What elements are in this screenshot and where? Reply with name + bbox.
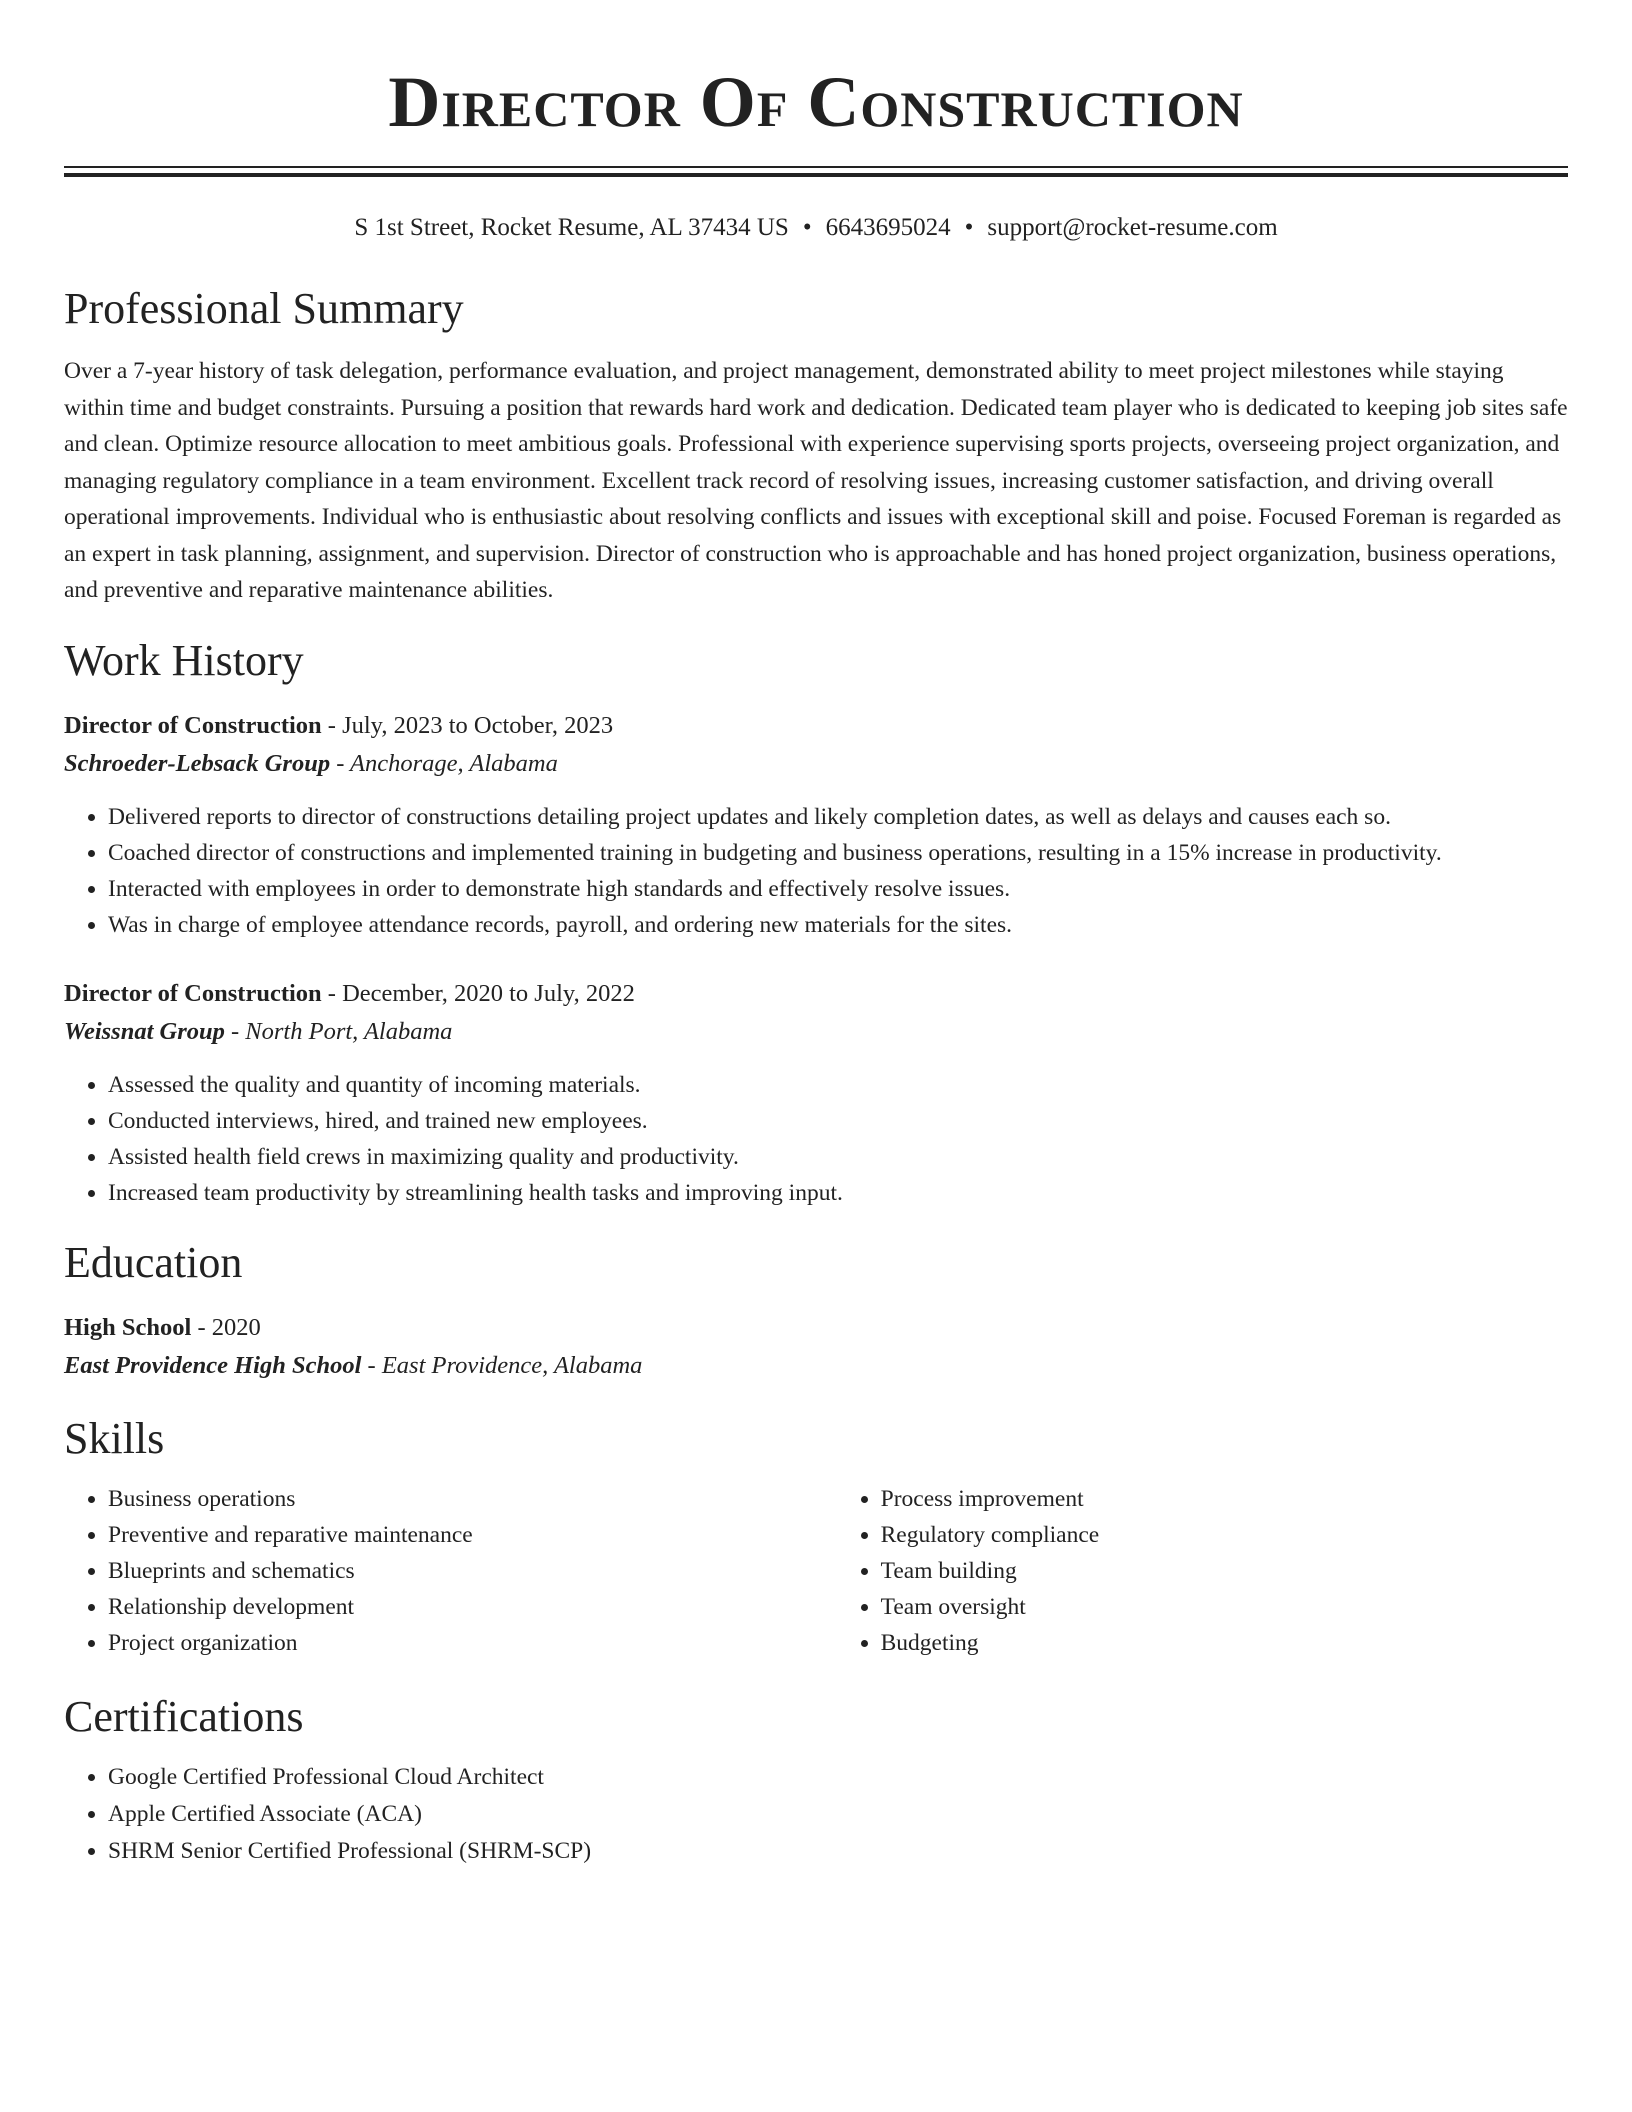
work-history-heading: Work History [64, 635, 304, 685]
job-position: Director of Construction [64, 711, 322, 739]
job-location: - North Port, Alabama [224, 1017, 453, 1045]
skill-item: • Blueprints and schematics [108, 1553, 837, 1589]
education-heading: Education [64, 1237, 243, 1287]
job-bullets [64, 799, 1568, 943]
education-degree-line [64, 1309, 1568, 1347]
skill-item: • Business operations [108, 1481, 837, 1517]
skill-item: • Process improvement [881, 1481, 1568, 1517]
job-bullet: • Was in charge of employee attendance records, payroll, and ordering new materials for the sites. [108, 907, 1568, 943]
job-bullet: • Coached director of constructions and implemented training in budgeting and business operations, resulting in a 15% increase in productivity. [108, 835, 1568, 871]
job-bullets [64, 1067, 1568, 1211]
job-entry [64, 707, 1568, 943]
certifications-heading: Certifications [64, 1691, 304, 1741]
education-entry [64, 1309, 1568, 1385]
job-bullet: • Interacted with employees in order to demonstrate high standards and effectively resolve issues. [108, 871, 1568, 907]
skills-column-left [64, 1481, 837, 1661]
contact-separator: • [802, 214, 812, 241]
skill-item: • Budgeting [881, 1625, 1568, 1661]
summary-heading: Professional Summary [64, 284, 464, 333]
contact-separator: • [964, 214, 974, 241]
job-entry [64, 975, 1568, 1211]
job-dates: - July, 2023 to October, 2023 [321, 711, 614, 739]
skill-item: • Team oversight [881, 1589, 1568, 1625]
education-degree: High School [64, 1313, 192, 1341]
skill-item: • Relationship development [108, 1589, 837, 1625]
job-title-line [64, 975, 1568, 1013]
education-school-line [64, 1347, 1568, 1385]
job-bullet: • Conducted interviews, hired, and trained new employees. [108, 1103, 1568, 1139]
skills-heading: Skills [64, 1413, 165, 1463]
job-dates: - December, 2020 to July, 2022 [321, 979, 635, 1007]
certification-item: • SHRM Senior Certified Professional (SHRM-SCP) [108, 1833, 1568, 1870]
job-title-line [64, 707, 1568, 745]
skill-item: • Preventive and reparative maintenance [108, 1517, 837, 1553]
skill-item: • Project organization [108, 1625, 837, 1661]
job-bullet: • Increased team productivity by streamlining health tasks and improving input. [108, 1175, 1568, 1211]
job-company: Weissnat Group [64, 1017, 225, 1045]
job-location: - Anchorage, Alabama [330, 749, 558, 777]
skill-item: • Team building [881, 1553, 1568, 1589]
skills-column-right [837, 1481, 1568, 1661]
summary-text: Over a 7-year history of task delegation, performance evaluation, and project management, demonstrated ability to meet project milestones while staying within time and budget constraints. Pursuing a position that rewards hard work and dedication. Dedicated team player who is dedicated to keeping job sites safe and clean. Optimize resource allocation to meet ambitious goals. Professional with experience supervising sports projects, overseeing project organization, and managing regulatory compliance in a team environment. Excellent track record of resolving issues, increasing customer satisfaction, and driving overall operational improvements. Individual who is enthusiastic about resolving conflicts and issues with exceptional skill and poise. Focused Foreman is regarded as an expert in task planning, assignment, and supervision. Director of construction who is approachable and has honed project organization, business operations, and preventive and reparative maintenance abilities. [64, 358, 1568, 603]
header-double-rule [64, 166, 1568, 177]
job-bullet: • Assisted health field crews in maximizing quality and productivity. [108, 1139, 1568, 1175]
contact-phone: 6643695024 [825, 214, 951, 241]
contact-line [64, 213, 1568, 243]
certification-item: • Google Certified Professional Cloud Architect [108, 1759, 1568, 1796]
education-school: East Providence High School [64, 1351, 362, 1379]
certification-item: • Apple Certified Associate (ACA) [108, 1796, 1568, 1833]
contact-email: support@rocket-resume.com [987, 214, 1278, 241]
job-company-line [64, 1013, 1568, 1051]
contact-address: S 1st Street, Rocket Resume, AL 37434 US [354, 214, 789, 241]
skill-item: • Regulatory compliance [881, 1517, 1568, 1553]
education-year: - 2020 [191, 1313, 261, 1341]
certifications-list [64, 1759, 1568, 1870]
job-bullet: • Delivered reports to director of constructions detailing project updates and likely completion dates, as well as delays and causes each so. [108, 799, 1568, 835]
education-location: - East Providence, Alabama [361, 1351, 643, 1379]
skills-grid [64, 1481, 1568, 1661]
job-company: Schroeder-Lebsack Group [64, 749, 331, 777]
resume-name-heading: Director Of Construction [388, 62, 1244, 142]
job-company-line [64, 745, 1568, 783]
job-position: Director of Construction [64, 979, 322, 1007]
job-bullet: • Assessed the quality and quantity of incoming materials. [108, 1067, 1568, 1103]
